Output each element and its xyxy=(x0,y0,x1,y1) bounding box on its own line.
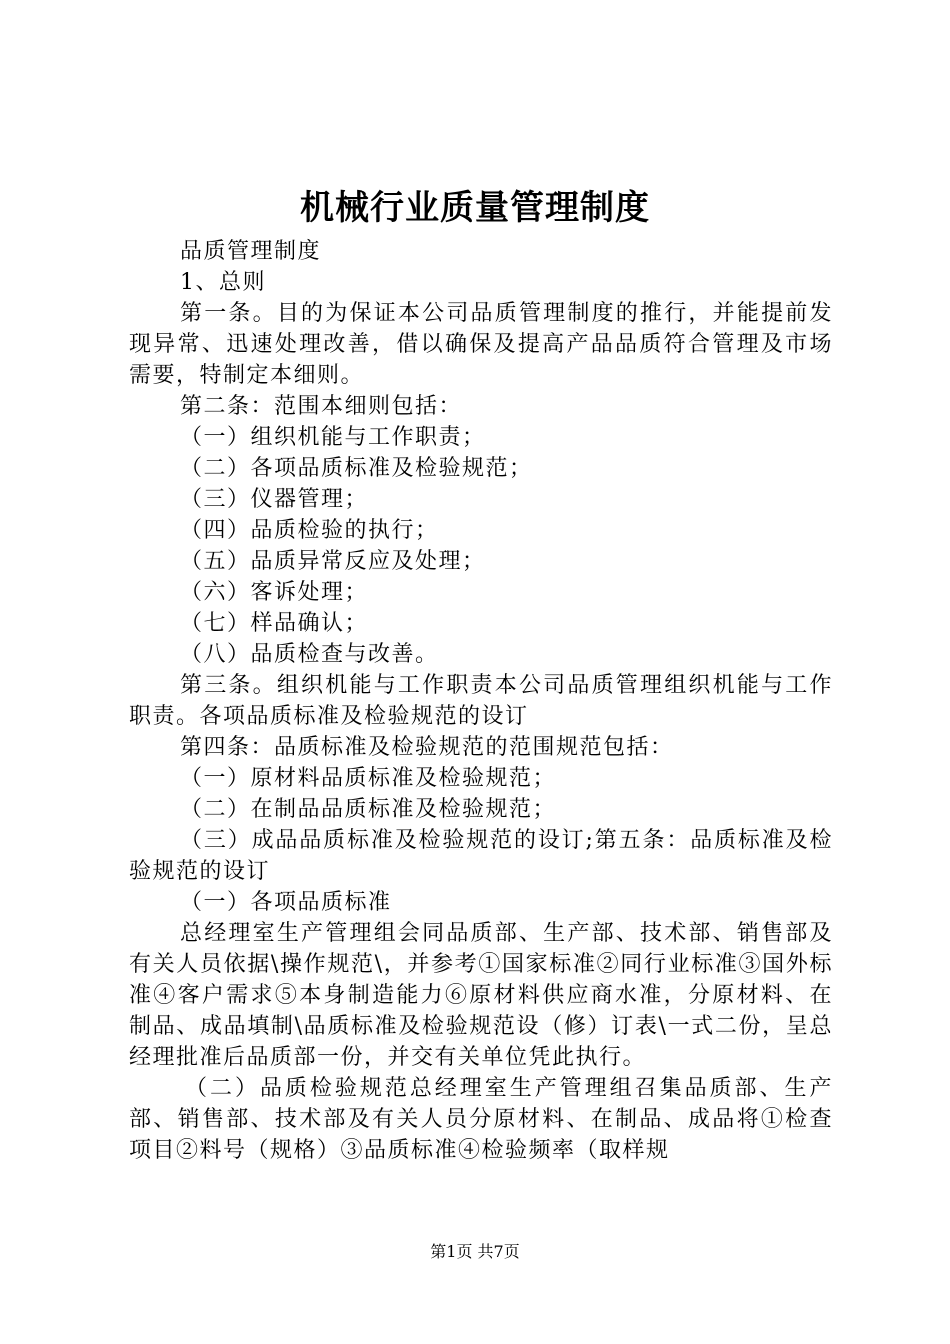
list-item: （五）品质异常反应及处理； xyxy=(180,549,486,574)
list-item: （三）仪器管理； xyxy=(180,487,369,512)
list-item: （二）各项品质标准及检验规范； xyxy=(180,456,533,481)
paragraph-quality-standards: 总经理室生产管理组会同品质部、生产部、技术部、销售部及有关人员依据\操作规范\，并参考①国家标准②同行业标准③国外标准④客户需求⑤本身制造能力⑥原材料供应商水准，分原材料、在制品、成品填制\品质标准及检验规范设（修）订表\一式二份，呈总经理批准后品质部一份，并交有关单位凭此执行。 xyxy=(129,921,833,1070)
document-body xyxy=(129,236,833,1166)
paragraph-section-heading: 品质管理制度 xyxy=(180,239,322,264)
paragraph-inspection-specs: （二）品质检验规范总经理室生产管理组召集品质部、生产部、销售部、技术部及有关人员分原材料、在制品、成品将①检查项目②料号（规格）③品质标准④检验频率（取样规 xyxy=(129,1076,833,1163)
list-item: （七）样品确认； xyxy=(180,611,369,636)
list-item: （一）各项品质标准 xyxy=(180,890,392,915)
paragraph-article-2: 第二条：范围本细则包括： xyxy=(180,394,463,419)
list-item: （三）成品品质标准及检验规范的设订;第五条：品质标准及检验规范的设订 xyxy=(129,828,833,884)
list-item: （六）客诉处理； xyxy=(180,580,369,605)
list-item: （四）品质检验的执行； xyxy=(180,518,439,543)
paragraph-article-4: 第四条：品质标准及检验规范的范围规范包括： xyxy=(180,735,674,760)
document-title: 机械行业质量管理制度 xyxy=(300,188,650,228)
page-number-footer: 第1页 共7页 xyxy=(430,1242,520,1261)
paragraph-article-3: 第三条。组织机能与工作职责本公司品质管理组织机能与工作职责。各项品质标准及检验规范的设订 xyxy=(129,673,833,729)
paragraph-article-1: 第一条。目的为保证本公司品质管理制度的推行，并能提前发现异常、迅速处理改善，借以确保及提高产品品质符合管理及市场需要，特制定本细则。 xyxy=(129,301,833,388)
paragraph-general-rules: 1、总则 xyxy=(180,270,266,295)
list-item: （一）原材料品质标准及检验规范； xyxy=(180,766,557,791)
list-item: （一）组织机能与工作职责； xyxy=(180,425,486,450)
list-item: （二）在制品品质标准及检验规范； xyxy=(180,797,557,822)
list-item: （八）品质检查与改善。 xyxy=(180,642,439,667)
